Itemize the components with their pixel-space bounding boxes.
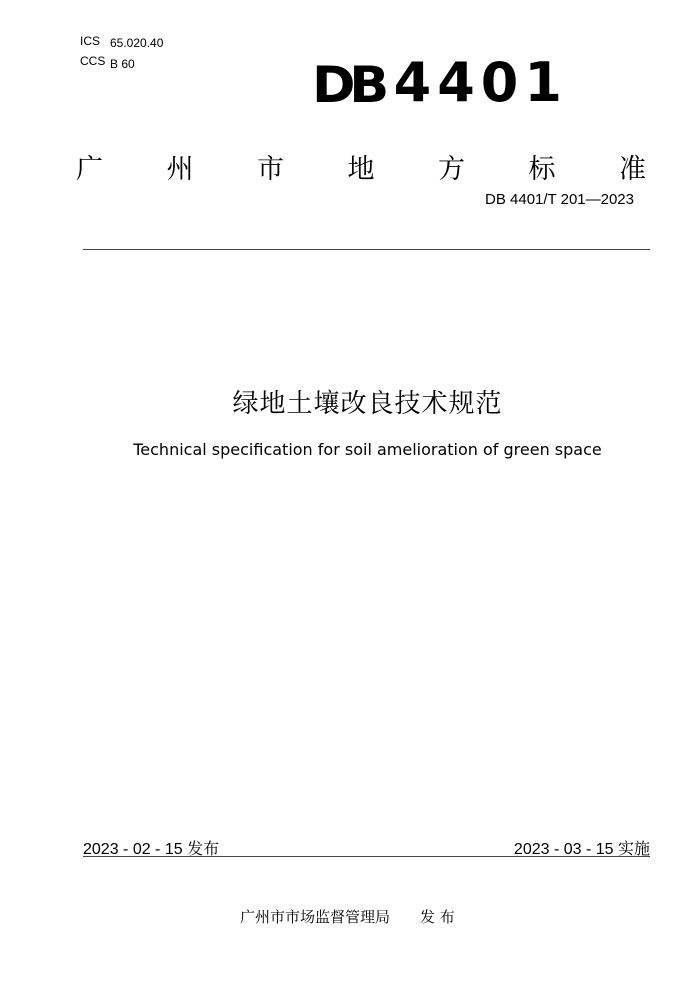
org-title-char: 标 [528, 154, 556, 185]
issuer-name: 广州市市场监督管理局 [240, 908, 391, 926]
header-divider [83, 249, 650, 250]
org-title-char: 方 [438, 154, 465, 185]
release-date: 2023 - 02 - 15 发布 [83, 841, 220, 858]
org-title-char: 地 [347, 154, 375, 185]
org-title-char: 广 [76, 154, 103, 185]
issuer-line [240, 906, 455, 927]
db-logo-prefix: DB [312, 56, 384, 114]
ccs-label: CCS [80, 54, 106, 68]
footer-divider [83, 856, 650, 857]
db-standard-logo [312, 51, 568, 114]
ccs-value: B 60 [110, 57, 135, 71]
org-title-char: 准 [619, 154, 646, 185]
ics-value: 65.020.40 [110, 36, 164, 50]
db-logo-number: 4401 [393, 51, 568, 114]
org-title [76, 156, 646, 183]
org-title-char: 市 [257, 154, 284, 185]
document-title-en: Technical specification for soil amelioration of green space [133, 440, 602, 459]
implement-date: 2023 - 03 - 15 实施 [513, 841, 650, 858]
issuer-action: 发 布 [420, 908, 455, 926]
document-title-cn: 绿地土壤改良技术规范 [232, 389, 503, 419]
org-title-char: 州 [166, 154, 194, 185]
standard-code: DB 4401/T 201—2023 [485, 191, 634, 208]
ics-label: ICS [80, 34, 101, 48]
